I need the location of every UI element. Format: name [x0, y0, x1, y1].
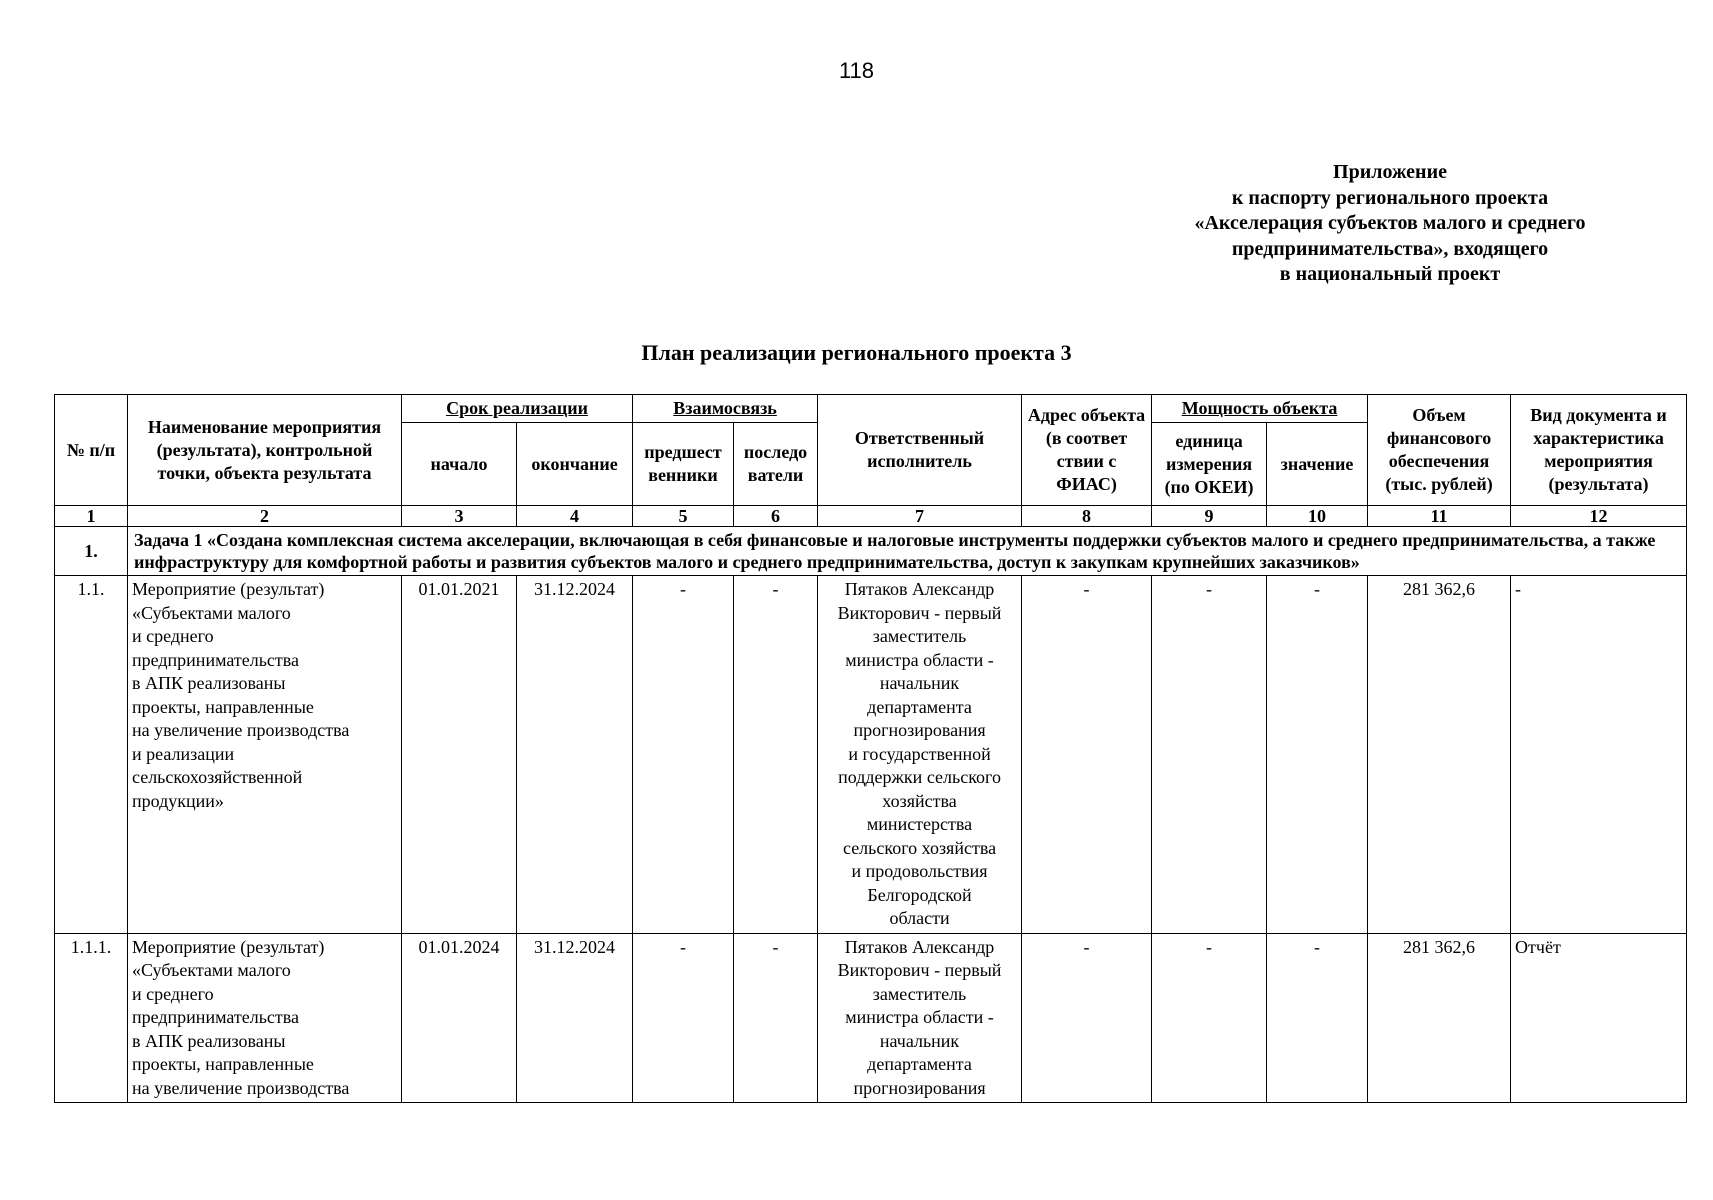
row-value: - [1267, 933, 1368, 1103]
header-finance: Объем финансового обеспечения (тыс. рублей) [1368, 395, 1511, 506]
header-term: Срок реализации [402, 395, 633, 423]
header-capacity: Мощность объекта [1152, 395, 1368, 423]
row-start-date: 01.01.2021 [402, 576, 517, 934]
row-finance: 281 362,6 [1368, 933, 1511, 1103]
row-address: - [1022, 576, 1152, 934]
header-address: Адрес объекта (в соответ ствии с ФИАС) [1022, 395, 1152, 506]
appendix-header [1130, 160, 1650, 288]
column-number-row [55, 506, 1687, 527]
appendix-line: в национальный проект [1279, 263, 1501, 285]
task-row [55, 527, 1687, 576]
column-number: 12 [1511, 506, 1687, 527]
row-responsible: Пятаков Александр Викторович - первый заместитель министра области - начальник департамента прогнозирования и государственной поддержки сельского хозяйства министерства сельского хозяйства и продовольствия Белгородской области [818, 576, 1022, 934]
header-capacity-unit: единица измерения (по ОКЕИ) [1152, 423, 1267, 506]
row-end-date: 31.12.2024 [517, 576, 633, 934]
column-number: 7 [818, 506, 1022, 527]
plan-table [54, 394, 1687, 1103]
header-row [55, 395, 1687, 423]
page-number: 118 [838, 58, 875, 83]
row-start-date: 01.01.2024 [402, 933, 517, 1103]
row-doc: - [1511, 576, 1687, 934]
column-number: 3 [402, 506, 517, 527]
header-capacity-value: значение [1267, 423, 1368, 506]
row-unit: - [1152, 933, 1267, 1103]
header-relation-prev: предшест венники [633, 423, 734, 506]
task-text: Задача 1 «Создана комплексная система акселерации, включающая в себя финансовые и налоговые инструменты поддержки субъектов малого и среднего предпринимательства, а также инфраструктуру для комфортной работы и развития субъектов малого и среднего предпринимательства, доступ к закупкам крупнейших заказчиков» [128, 527, 1687, 576]
row-address: - [1022, 933, 1152, 1103]
column-number: 11 [1368, 506, 1511, 527]
column-number: 8 [1022, 506, 1152, 527]
column-number: 6 [734, 506, 818, 527]
appendix-line: «Акселерация субъектов малого и среднего [1194, 212, 1586, 234]
header-num: № п/п [55, 395, 128, 506]
row-responsible: Пятаков Александр Викторович - первый заместитель министра области - начальник департамента прогнозирования [818, 933, 1022, 1103]
row-predecessors: - [633, 576, 734, 934]
appendix-line: предпринимательства», входящего [1231, 237, 1549, 260]
table-row [55, 576, 1687, 934]
column-number: 4 [517, 506, 633, 527]
row-name: Мероприятие (результат) «Субъектами малого и среднего предпринимательства в АПК реализованы проекты, направленные на увеличение производства [128, 933, 402, 1103]
row-end-date: 31.12.2024 [517, 933, 633, 1103]
header-relation: Взаимосвязь [633, 395, 818, 423]
column-number: 5 [633, 506, 734, 527]
row-name: Мероприятие (результат) «Субъектами малого и среднего предпринимательства в АПК реализованы проекты, направленные на увеличение производства и реализации сельскохозяйственной продукции» [128, 576, 402, 934]
header-doc: Вид документа и характеристика мероприятия (результата) [1511, 395, 1687, 506]
row-number: 1.1. [55, 576, 128, 934]
appendix-line: Приложение [1333, 161, 1447, 183]
row-predecessors: - [633, 933, 734, 1103]
plan-title: План реализации регионального проекта 3 [641, 340, 1072, 365]
column-number: 10 [1267, 506, 1368, 527]
row-successors: - [734, 576, 818, 934]
header-responsible: Ответственный исполнитель [818, 395, 1022, 506]
row-doc: Отчёт [1511, 933, 1687, 1103]
row-successors: - [734, 933, 818, 1103]
row-unit: - [1152, 576, 1267, 934]
row-finance: 281 362,6 [1368, 576, 1511, 934]
column-number: 2 [128, 506, 402, 527]
task-number: 1. [55, 527, 128, 576]
header-name: Наименование мероприятия (результата), контрольной точки, объекта результата [128, 395, 402, 506]
column-number: 1 [55, 506, 128, 527]
row-number: 1.1.1. [55, 933, 128, 1103]
header-term-start: начало [402, 423, 517, 506]
header-relation-next: последо ватели [734, 423, 818, 506]
column-number: 9 [1152, 506, 1267, 527]
appendix-line: к паспорту регионального проекта [1231, 186, 1549, 209]
table-row [55, 933, 1687, 1103]
row-value: - [1267, 576, 1368, 934]
header-term-end: окончание [517, 423, 633, 506]
